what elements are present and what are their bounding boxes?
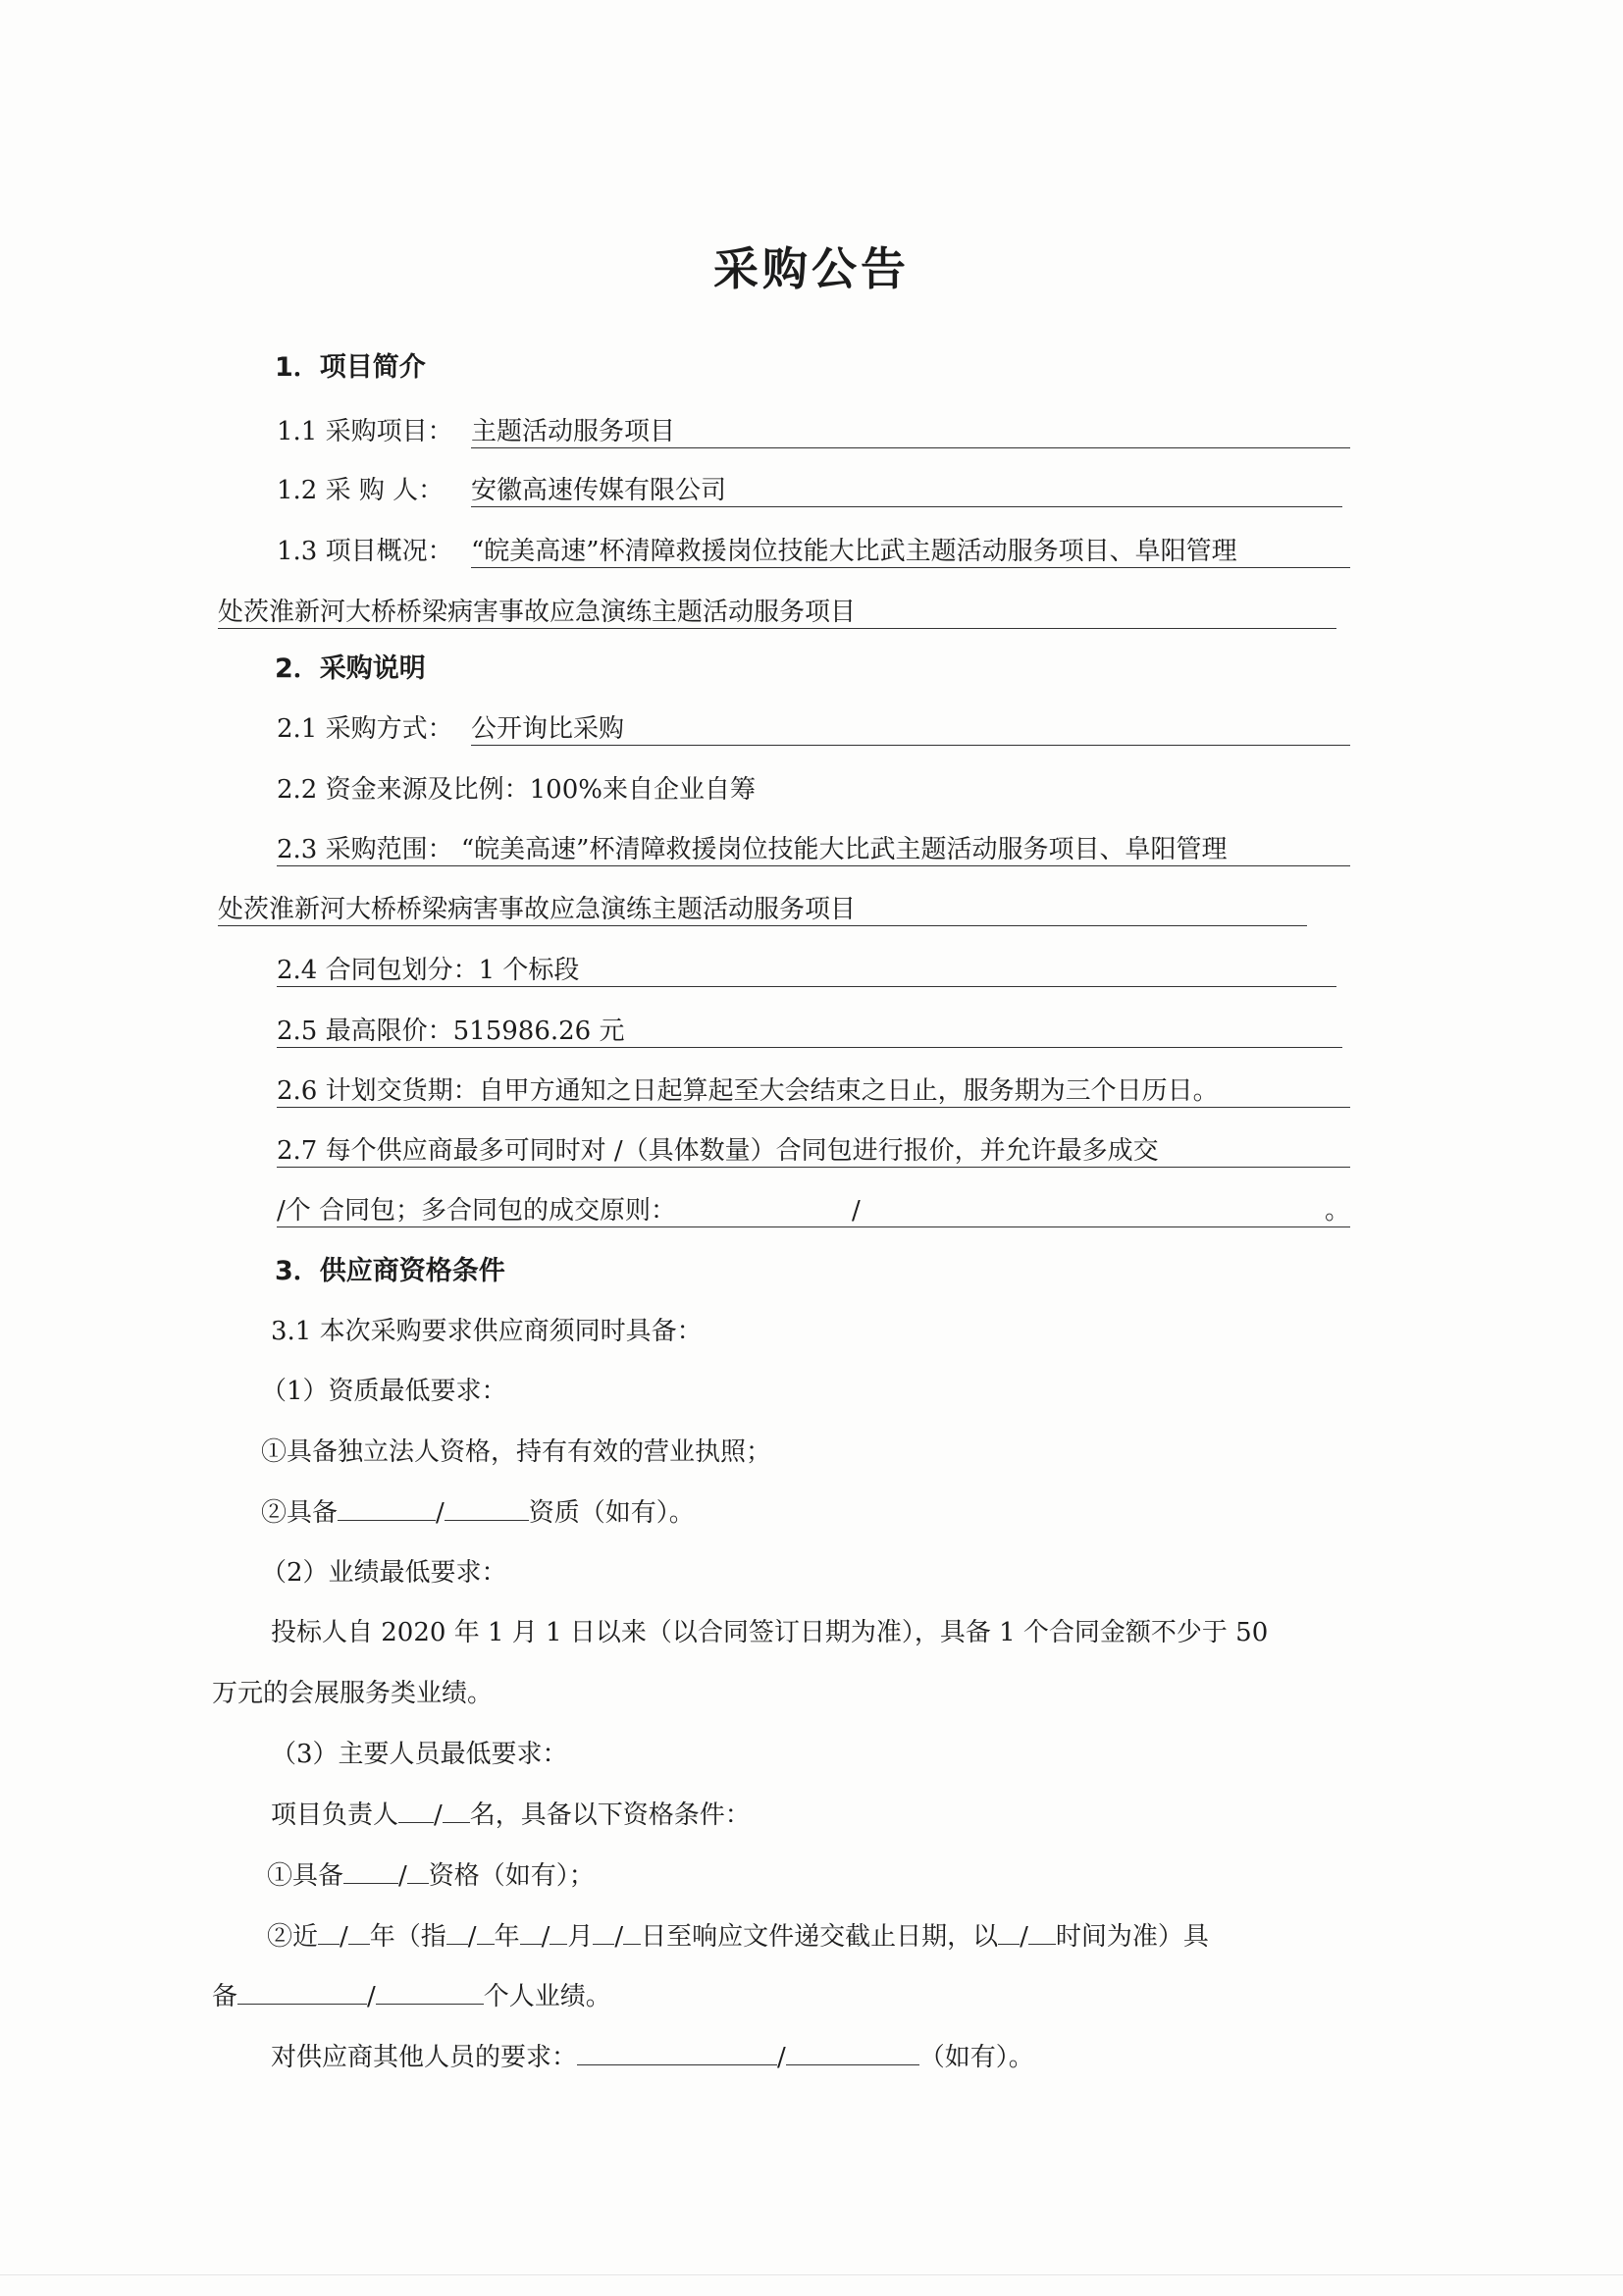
performance-heading: （2）业绩最低要求： [261, 1558, 507, 1588]
procurement-project-label: 1.1 采购项目： [277, 417, 453, 446]
blank-slash: / [777, 2043, 786, 2072]
blank-slash: / [1020, 1922, 1028, 1952]
blank-field [338, 1494, 436, 1521]
personnel-qualification-post: 资格（如有）； [428, 1861, 595, 1891]
blank-field [520, 1918, 542, 1945]
blank-slash: / [367, 1982, 376, 2011]
page-title: 采购公告 [713, 242, 910, 295]
underline [471, 447, 1350, 448]
underline [277, 865, 1350, 866]
underline [277, 1047, 1342, 1048]
text-segment: 年（指 [369, 1922, 446, 1952]
blank-slash: / [434, 1800, 443, 1830]
text-segment: ②近 [267, 1922, 319, 1952]
project-overview-value-2: 处茨淮新河大桥桥梁病害事故应急演练主题活动服务项目 [218, 598, 857, 627]
underline [471, 567, 1350, 568]
page-bottom-edge [0, 2274, 1623, 2275]
performance-text-1: 投标人自 2020 年 1 月 1 日以来（以合同签订日期为准），具备 1 个合同金额不少于 50 [271, 1618, 1269, 1647]
quote-rule-end: 。 [1325, 1196, 1351, 1226]
quote-rule-1: 2.7 每个供应商最多可同时对 /（具体数量）合同包进行报价，并允许最多成交 [277, 1136, 1159, 1166]
other-personnel [271, 2039, 1034, 2075]
text-segment: （如有）。 [918, 2043, 1034, 2072]
underline [277, 1226, 1350, 1227]
blank-field [623, 1918, 641, 1945]
text-segment: 年 [494, 1922, 520, 1952]
text-segment: 个人业绩。 [483, 1982, 611, 2011]
blank-field [407, 1857, 429, 1884]
project-overview-value-1: “皖美高速”杯清障救援岗位技能大比武主题活动服务项目、阜阳管理 [471, 537, 1237, 566]
underline [471, 506, 1342, 507]
underline [218, 925, 1307, 926]
personnel-lead-pre: 项目负责人 [271, 1800, 399, 1830]
qualification-heading: （1）资质最低要求： [261, 1377, 507, 1406]
blank-field [376, 1978, 484, 2005]
purchaser-value: 安徽高速传媒有限公司 [471, 476, 727, 505]
text-segment: 对供应商其他人员的要求： [271, 2043, 578, 2072]
performance-text-2: 万元的会展服务类业绩。 [212, 1679, 494, 1708]
underline [218, 628, 1336, 629]
quote-rule-slash: / [852, 1196, 861, 1226]
purchaser-label: 1.2 采 购 人： [277, 476, 445, 505]
text-segment: 日至响应文件递交截止日期，以 [641, 1922, 999, 1952]
blank-slash: / [340, 1922, 348, 1952]
blank-slash: / [436, 1498, 445, 1528]
blank-field [318, 1918, 340, 1945]
qualification-item-2-pre: ②具备 [261, 1498, 339, 1528]
text-segment: 备 [212, 1982, 238, 2011]
project-overview-label: 1.3 项目概况： [277, 537, 453, 566]
text-segment: 时间为准）具 [1055, 1922, 1209, 1952]
qualification-item-2 [261, 1494, 695, 1531]
blank-slash: / [398, 1861, 407, 1891]
blank-slash: / [467, 1922, 477, 1952]
section-1-heading: 1．项目简介 [275, 352, 426, 383]
personnel-qualification [267, 1857, 595, 1894]
personnel-recent-years [267, 1918, 1209, 1955]
blank-field [593, 1918, 614, 1945]
blank-field [786, 2039, 919, 2065]
qualification-item-1: ①具备独立法人资格，持有有效的营业执照； [261, 1437, 772, 1467]
blank-field [477, 1918, 495, 1945]
blank-field [445, 1494, 529, 1521]
personnel-lead-post: 名，具备以下资格条件： [469, 1800, 751, 1830]
procurement-scope-1: 2.3 采购范围： “皖美高速”杯清障救援岗位技能大比武主题活动服务项目、阜阳管理 [277, 835, 1228, 864]
blank-field [998, 1918, 1020, 1945]
procurement-scope-2: 处茨淮新河大桥桥梁病害事故应急演练主题活动服务项目 [218, 895, 857, 924]
underline [277, 1167, 1350, 1168]
requirement-intro: 3.1 本次采购要求供应商须同时具备： [271, 1317, 703, 1346]
max-price: 2.5 最高限价：515986.26 元 [277, 1017, 625, 1046]
blank-field [343, 1857, 398, 1884]
personnel-lead [271, 1797, 751, 1833]
funding-source: 2.2 资金来源及比例：100%来自企业自筹 [277, 775, 756, 805]
blank-slash: / [541, 1922, 550, 1952]
text-segment: 月 [567, 1922, 594, 1952]
contract-lots: 2.4 合同包划分：1 个标段 [277, 956, 580, 985]
procurement-method-value: 公开询比采购 [471, 714, 625, 744]
delivery-period: 2.6 计划交货期：自甲方通知之日起算起至大会结束之日止，服务期为三个日历日。 [277, 1076, 1219, 1106]
blank-field [1028, 1918, 1056, 1945]
blank-field [237, 1978, 367, 2005]
procurement-project-value: 主题活动服务项目 [471, 417, 676, 446]
underline [277, 986, 1336, 987]
personnel-qualification-pre: ①具备 [267, 1861, 344, 1891]
underline [277, 1107, 1350, 1108]
section-2-heading: 2．采购说明 [275, 653, 426, 684]
personnel-performance [212, 1978, 611, 2014]
blank-field [398, 1797, 434, 1823]
qualification-item-2-post: 资质（如有）。 [528, 1498, 695, 1528]
blank-field [577, 2039, 777, 2065]
blank-slash: / [614, 1922, 624, 1952]
blank-field [348, 1918, 370, 1945]
personnel-heading: （3）主要人员最低要求： [271, 1740, 568, 1769]
blank-field [446, 1918, 468, 1945]
blank-field [550, 1918, 567, 1945]
procurement-method-label: 2.1 采购方式： [277, 714, 453, 744]
quote-rule-2: /个 合同包；多合同包的成交原则： [277, 1196, 677, 1226]
section-3-heading: 3．供应商资格条件 [275, 1256, 505, 1286]
underline [471, 745, 1350, 746]
blank-field [443, 1797, 470, 1823]
